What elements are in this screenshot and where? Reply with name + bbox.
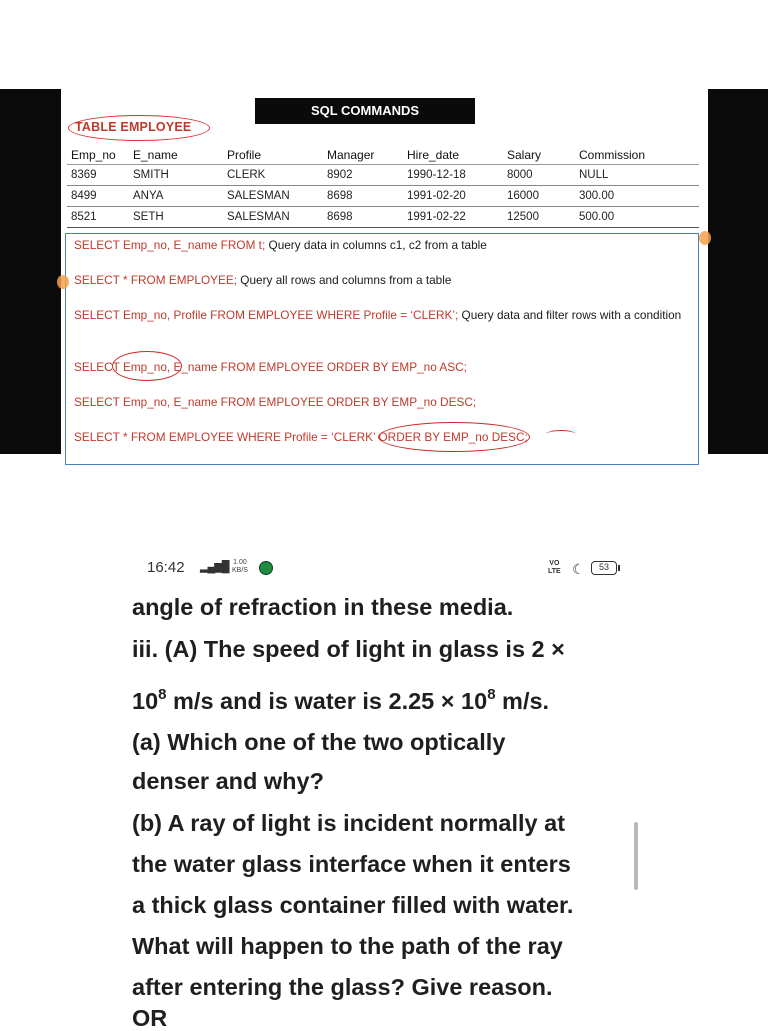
superscript: 8 [158,686,167,703]
sql-slide [61,89,708,454]
table-row [67,186,699,207]
table-cell: SETH [129,207,223,228]
question-line: a thick glass container filled with water. [132,892,574,918]
text-run: 10 [132,688,159,714]
sql-note: Query data in columns c1, c2 from a table [265,238,487,252]
text-run: m/s. [495,688,550,714]
table-cell: ANYA [129,186,223,207]
table-cell: CLERK [223,165,323,186]
column-header: E_name [129,145,223,165]
employee-table [67,145,699,228]
clock: 16:42 [147,559,185,576]
net-speed-indicator [232,559,248,575]
column-header: Salary [503,145,575,165]
table-cell: 8902 [323,165,403,186]
battery-tip [618,565,620,571]
sql-command [74,272,684,289]
column-header: Hire_date [403,145,503,165]
pointer-marker [57,275,69,289]
volte-top: VO [549,560,560,567]
sql-statement: SELECT Emp_no, E_name FROM EMPLOYEE ORDER BY EMP_no DESC; [74,395,477,409]
question-line-partial: OR [132,1005,168,1031]
table-cell: 16000 [503,186,575,207]
table-cell: 8698 [323,207,403,228]
question-line: iii. (A) The speed of light in glass is 2 × [132,636,565,662]
sql-statement: SELECT * FROM EMPLOYEE; [74,273,238,287]
column-header: Manager [323,145,403,165]
column-header: Profile [223,145,323,165]
battery-icon: 53 [591,561,617,575]
moon-icon: ☾ [572,561,585,577]
question-line [132,686,549,715]
table-cell: 12500 [503,207,575,228]
sql-command [74,394,684,411]
annotation-oval [112,351,182,381]
table-label: TABLE EMPLOYEE [75,120,192,134]
question-line: What will happen to the path of the ray [132,933,563,959]
volte-indicator [548,560,561,576]
sql-statement: SELECT * FROM EMPLOYEE WHERE Profile = ‘CLERK’ ORDER BY EMP_no DESC; [74,430,528,444]
column-header: Commission [575,145,699,165]
superscript: 8 [487,686,496,703]
table-cell: NULL [575,165,699,186]
annotation-oval [378,422,530,452]
sql-command [74,307,684,324]
table-row [67,207,699,228]
table-cell: 8521 [67,207,129,228]
question-line: (b) A ray of light is incident normally at [132,810,566,836]
text-run: m/s and is water is 2.25 × 10 [166,688,488,714]
sql-command [74,237,684,254]
status-bar [0,558,768,582]
sql-note: Query data and filter rows with a condition [458,308,682,322]
scrollbar[interactable] [634,822,638,890]
sql-statement: SELECT Emp_no, E_name FROM t; [74,238,266,252]
column-header: Emp_no [67,145,129,165]
table-cell: 1990-12-18 [403,165,503,186]
signal-icon: ▂▄▆█ [200,561,229,573]
question-line: (a) Which one of the two optically [132,729,506,755]
table-cell: 300.00 [575,186,699,207]
net-speed-value: 1.00 [233,559,247,566]
table-cell: 8000 [503,165,575,186]
table-cell: SALESMAN [223,207,323,228]
sql-statement: SELECT Emp_no, Profile FROM EMPLOYEE WHERE Profile = ‘CLERK’; [74,308,459,322]
app-notification-icon [259,561,273,575]
table-header-row [67,145,699,165]
annotation-stroke [546,430,576,439]
table-cell: 8499 [67,186,129,207]
pointer-marker [699,231,711,245]
table-cell: 8698 [323,186,403,207]
table-cell: 8369 [67,165,129,186]
table-cell: SMITH [129,165,223,186]
question-line: denser and why? [132,768,324,794]
table-cell: SALESMAN [223,186,323,207]
sql-statement: SELECT Emp_no, E_name FROM EMPLOYEE ORDER BY EMP_no ASC; [74,360,467,374]
table-cell: 500.00 [575,207,699,228]
question-line: after entering the glass? Give reason. [132,974,553,1000]
question-line: angle of refraction in these media. [132,594,514,620]
slide-title: SQL COMMANDS [255,98,475,124]
net-speed-unit: KB/S [232,567,248,574]
table-cell: 1991-02-22 [403,207,503,228]
sql-commands-box [65,233,699,465]
question-line: the water glass interface when it enters [132,851,571,877]
sql-note: Query all rows and columns from a table [237,273,452,287]
table-cell: 1991-02-20 [403,186,503,207]
table-row [67,165,699,186]
volte-bottom: LTE [548,568,561,575]
